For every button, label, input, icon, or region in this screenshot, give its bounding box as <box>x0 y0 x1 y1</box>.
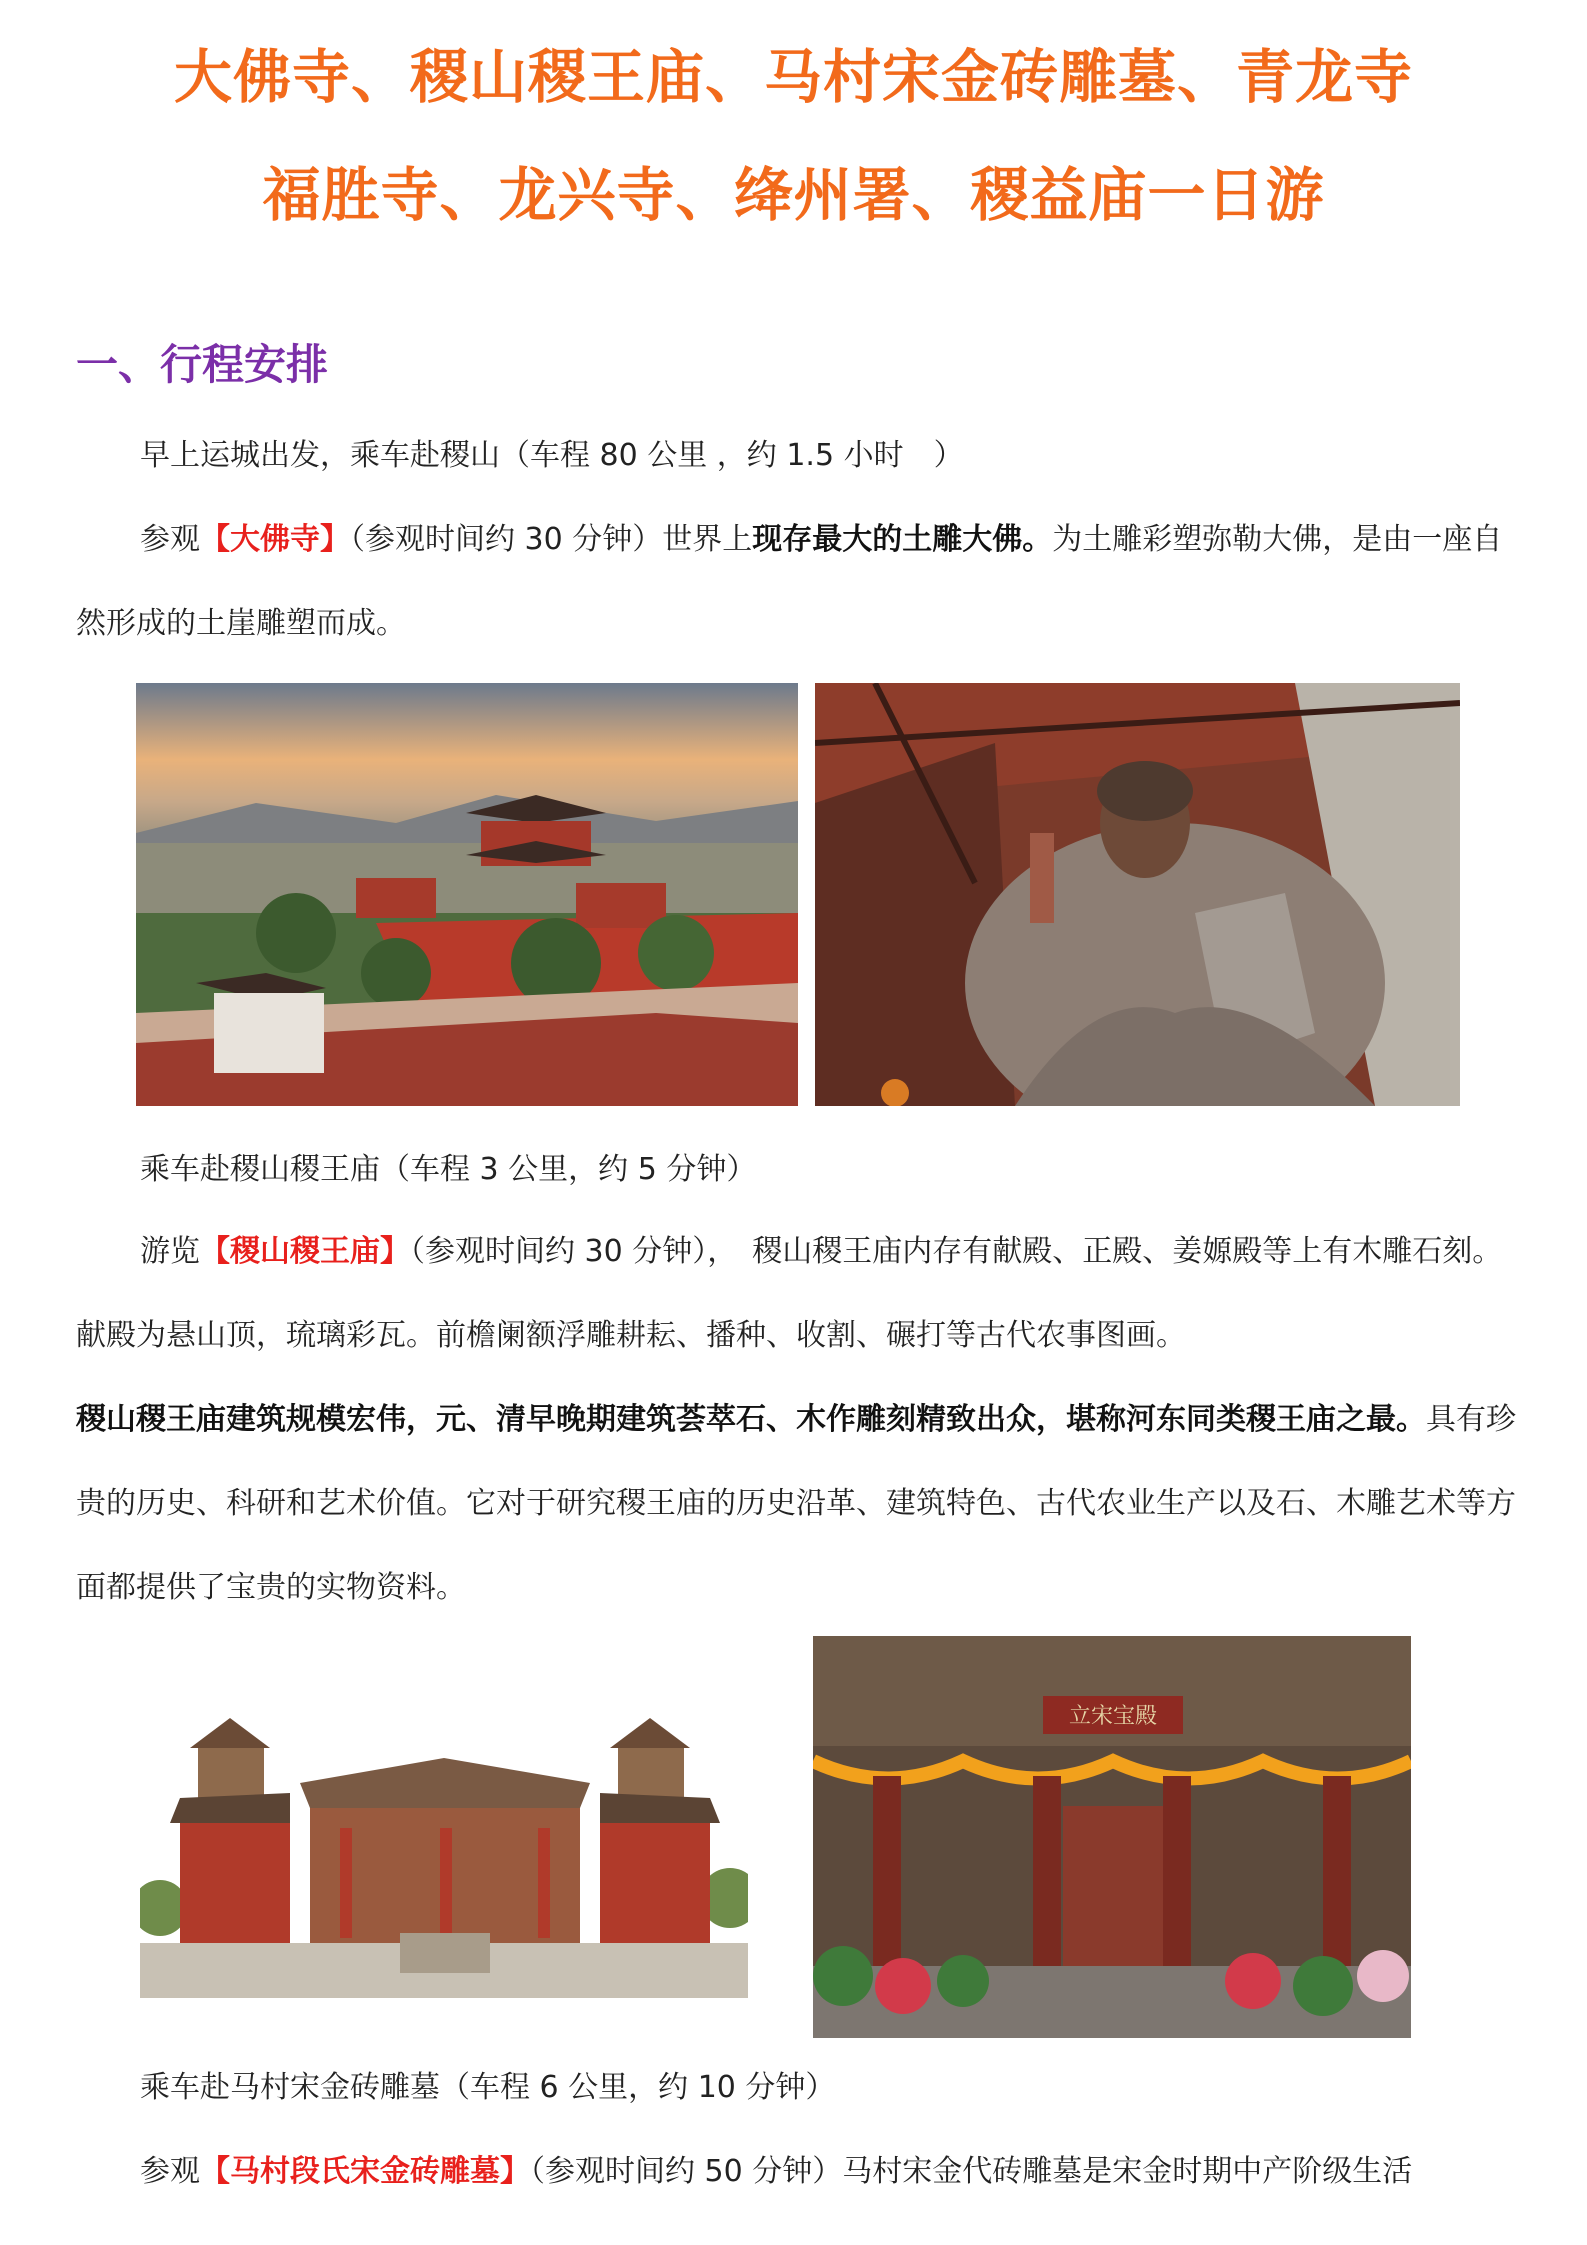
paragraph-text: （参观时间约 30 分钟）世界上 <box>350 522 753 557</box>
section-heading-itinerary: 一、行程安排 <box>76 340 329 389</box>
highlight-dafosi: 【大佛寺】 <box>200 522 350 557</box>
page-title-line2: 福胜寺、龙兴寺、绛州署、稷益庙一日游 <box>262 161 1325 229</box>
paragraph-macun <box>76 2130 1526 2214</box>
paragraph-text: （参观时间约 30 分钟）， 稷山稷王庙内存有献殿、正殿、姜嫄殿等上有木雕石刻。献殿为悬山顶，琉璃彩瓦。前檐阑额浮雕耕耘、播种、收割、碾打等古代农事图画。 <box>76 1234 1503 1353</box>
plaque-text: 立宋宝殿 <box>1068 1704 1158 1729</box>
highlight-macun: 【马村段氏宋金砖雕墓】 <box>200 2154 530 2189</box>
paragraph-text: 具有珍贵的历史、科研和艺术价值。它对于研究稷王庙的历史沿革、建筑特色、古代农业生产以及石、木雕艺术等方面都提供了宝贵的实物资料。 <box>76 1402 1516 1605</box>
paragraph-to-jiwangmiao: 乘车赴稷山稷王庙（车程 3 公里，约 5 分钟） <box>140 1152 757 1187</box>
bold-text: 稷山稷王庙建筑规模宏伟，元、清早晚期建筑荟萃石、木作雕刻精致出众，堪称河东同类稷王庙之最。 <box>76 1402 1426 1437</box>
photo-jiwangmiao-exterior <box>140 1698 748 1998</box>
paragraph-text: 参观 <box>140 522 200 557</box>
paragraph-text: 游览 <box>140 1234 200 1269</box>
paragraph-dafosi <box>76 498 1526 666</box>
photo-jiwangmiao-hall <box>813 1636 1411 2038</box>
paragraph-text: 为土雕彩塑弥勒大佛，是由一座自然形成的土崖雕塑而成。 <box>76 522 1503 641</box>
page-title-line1: 大佛寺、稷山稷王庙、马村宋金砖雕墓、青龙寺 <box>173 43 1413 111</box>
paragraph-departure: 早上运城出发，乘车赴稷山（车程 80 公里 ，约 1.5 小时 ） <box>140 438 964 473</box>
photo-dafosi-aerial <box>136 683 798 1106</box>
photo-giant-buddha <box>815 683 1460 1106</box>
paragraph-text: （参观时间约 50 分钟）马村宋金代砖雕墓是宋金时期中产阶级生活 <box>530 2154 1413 2189</box>
paragraph-jiwangmiao-value <box>76 1378 1526 1630</box>
highlight-jiwangmiao: 【稷山稷王庙】 <box>200 1234 410 1269</box>
bold-text: 现存最大的土雕大佛。 <box>752 522 1053 557</box>
paragraph-to-macun: 乘车赴马村宋金砖雕墓（车程 6 公里，约 10 分钟） <box>140 2070 836 2105</box>
paragraph-jiwangmiao <box>76 1210 1526 1378</box>
paragraph-text: 参观 <box>140 2154 200 2189</box>
